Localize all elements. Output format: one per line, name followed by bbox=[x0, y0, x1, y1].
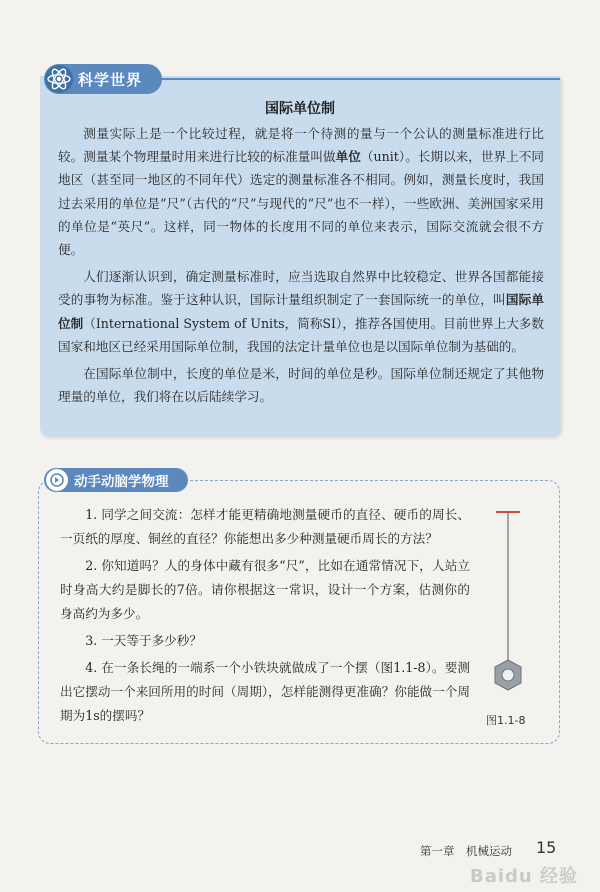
pendulum-figure bbox=[478, 500, 538, 730]
paragraph: 人们逐渐认识到，确定测量标准时，应当选取自然界中比较稳定、世界各国都能接受的事物为标准。鉴于这种认识，国际计量组织制定了一套国际统一的单位，叫国际单位制（International System of Units，简称SI），推荐各国使用。目前世界上大多数国家和地区已经采用国际单位制，我国的法定计量单位也是以国际单位制为基础的。 bbox=[58, 269, 545, 354]
atom-icon bbox=[44, 64, 74, 94]
arrow-circle-icon bbox=[46, 469, 68, 491]
exercise-item: 2. 你知道吗？人的身体中藏有很多“尺”，比如在通常情况下，人站立时身高大约是脚长的7倍。请你根据这一常识，设计一个方案，估测你的身高约为多少。 bbox=[60, 558, 470, 621]
figure-caption: 图1.1-8 bbox=[486, 714, 526, 727]
watermark: Baidu 经验 bbox=[470, 866, 579, 887]
section-title: 国际单位制 bbox=[265, 101, 335, 117]
exercise-item: 4. 在一条长绳的一端系一个小铁块就做成了一个摆（图1.1-8）。要测出它摆动一个来回所用的时间（周期），怎样能测得更准确？你能做一个周期为1s的摆吗？ bbox=[60, 660, 470, 723]
exercise-item: 1. 同学之间交流：怎样才能更精确地测量硬币的直径、硬币的周长、一页纸的厚度、铜丝的直径？你能想出多少种测量硬币周长的方法？ bbox=[60, 507, 470, 546]
hands-on-label: 动手动脑学物理 bbox=[74, 474, 169, 490]
exercise-item: 3. 一天等于多少秒？ bbox=[85, 633, 202, 648]
science-world-label: 科学世界 bbox=[78, 70, 143, 89]
science-world-badge bbox=[44, 64, 162, 94]
paragraph: 测量实际上是一个比较过程，就是将一个待测的量与一个公认的测量标准进行比较。测量某个物理量时用来进行比较的标准量叫做单位（unit）。长期以来，世界上不同地区（甚至同一地区的不同年代）选定的测量标准各不相同。例如，测量长度时，我国过去采用的单位是“尺”（古代的“尺”与现代的“尺”也不一样），一些欧洲、美洲国家采用的单位是“英尺”。这样，同一物体的长度用不同的单位来表示，国际交流就会很不方便。 bbox=[58, 126, 545, 258]
paragraph: 在国际单位制中，长度的单位是米，时间的单位是秒。国际单位制还规定了其他物理量的单位，我们将在以后陆续学习。 bbox=[58, 366, 544, 405]
term-bold: 国际单位制 bbox=[58, 292, 545, 331]
section-divider bbox=[160, 78, 560, 80]
chapter-title: 第一章 机械运动 bbox=[420, 844, 512, 858]
term-bold: 单位 bbox=[335, 149, 361, 165]
exercise-list bbox=[60, 503, 470, 731]
science-world-body bbox=[58, 122, 544, 412]
page-number: 15 bbox=[536, 838, 557, 857]
hands-on-badge bbox=[44, 468, 188, 492]
